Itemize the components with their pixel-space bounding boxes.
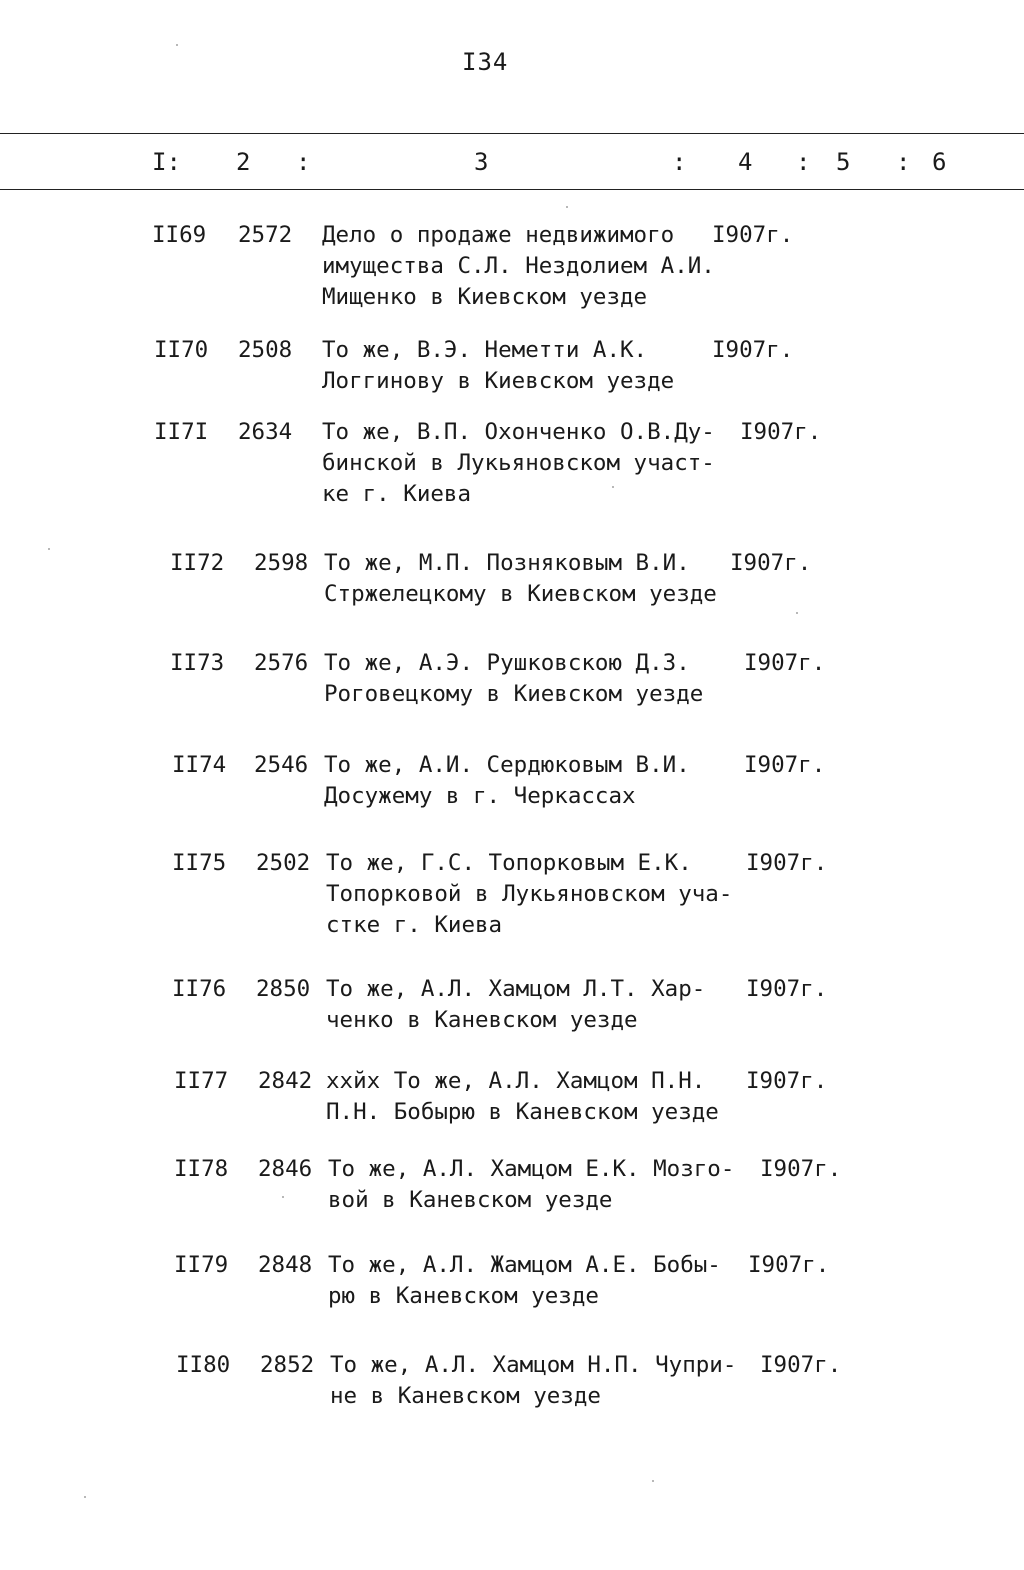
paper-speck bbox=[176, 44, 178, 46]
entry-year: I907г. bbox=[746, 976, 828, 1002]
description-line: То же, А.Л. Хамцом Л.Т. Хар- bbox=[326, 976, 706, 1002]
entry-description bbox=[328, 1250, 721, 1312]
entry-year: I907г. bbox=[744, 650, 826, 676]
description-line: То же, А.Л. Хамцом Н.П. Чупри- bbox=[330, 1352, 737, 1378]
paper-speck bbox=[48, 548, 50, 550]
paper-speck bbox=[612, 486, 614, 488]
entry-code: 2852 bbox=[260, 1352, 315, 1378]
paper-speck bbox=[796, 612, 798, 614]
entry-description bbox=[326, 974, 705, 1036]
entry-number: II69 bbox=[152, 222, 207, 248]
entry-code: 2842 bbox=[258, 1068, 313, 1094]
entry-code: 2848 bbox=[258, 1252, 313, 1278]
entry-number: II80 bbox=[176, 1352, 231, 1378]
description-line: То же, В.Э. Неметти А.К. bbox=[322, 337, 648, 363]
entry-code: 2576 bbox=[254, 650, 309, 676]
description-line: То же, А.Л. Хамцом Е.К. Мозго- bbox=[328, 1156, 735, 1182]
description-line: рю в Каневском уезде bbox=[328, 1283, 599, 1309]
entry-description bbox=[324, 648, 703, 710]
description-line: не в Каневском уезде bbox=[330, 1383, 601, 1409]
header-separator: : bbox=[896, 148, 911, 176]
entry-number: II72 bbox=[170, 550, 225, 576]
description-line: стке г. Киева bbox=[326, 912, 503, 938]
entry-description bbox=[322, 417, 715, 510]
description-line: То же, А.Э. Рушковскою Д.З. bbox=[324, 650, 690, 676]
entry-description bbox=[330, 1350, 736, 1412]
entry-description bbox=[322, 335, 674, 397]
entry-code: 2634 bbox=[238, 419, 293, 445]
description-line: То же, Г.С. Топорковым Е.К. bbox=[326, 850, 692, 876]
header-separator: : bbox=[796, 148, 811, 176]
entry-number: II77 bbox=[174, 1068, 229, 1094]
header-col-6: 6 bbox=[932, 148, 947, 176]
entry-year: I907г. bbox=[746, 850, 828, 876]
entry-year: I907г. bbox=[760, 1156, 842, 1182]
description-line: ке г. Киева bbox=[322, 481, 472, 507]
entry-code: 2598 bbox=[254, 550, 309, 576]
description-line: Топорковой в Лукьяновском уча- bbox=[326, 881, 733, 907]
entry-description bbox=[326, 1066, 719, 1128]
paper-speck bbox=[84, 1496, 86, 1498]
header-col-5: 5 bbox=[836, 148, 851, 176]
header-col-1: I: bbox=[152, 148, 181, 176]
description-line: Досужему в г. Черкассах bbox=[324, 783, 636, 809]
entry-code: 2508 bbox=[238, 337, 293, 363]
table-bottom-rule bbox=[0, 189, 1024, 190]
entry-number: II79 bbox=[174, 1252, 229, 1278]
table-header bbox=[0, 148, 1024, 178]
entry-number: II73 bbox=[170, 650, 225, 676]
entry-number: II78 bbox=[174, 1156, 229, 1182]
description-line: вой в Каневском уезде bbox=[328, 1187, 613, 1213]
entry-code: 2850 bbox=[256, 976, 311, 1002]
description-line: То же, А.Л. Жамцом А.Е. Бобы- bbox=[328, 1252, 721, 1278]
paper-speck bbox=[282, 1196, 284, 1198]
entry-description bbox=[328, 1154, 734, 1216]
header-col-2: 2 bbox=[236, 148, 251, 176]
description-line: Логгинову в Киевском уезде bbox=[322, 368, 675, 394]
entry-year: I907г. bbox=[748, 1252, 830, 1278]
description-line: бинской в Лукьяновском участ- bbox=[322, 450, 715, 476]
entry-number: II7I bbox=[154, 419, 209, 445]
page-number: I34 bbox=[462, 48, 509, 76]
description-line: Стржелецкому в Киевском уезде bbox=[324, 581, 717, 607]
entry-description bbox=[324, 548, 717, 610]
entry-number: II76 bbox=[172, 976, 227, 1002]
description-line: Дело о продаже недвижимого bbox=[322, 222, 675, 248]
entry-year: I907г. bbox=[712, 222, 794, 248]
entry-number: II75 bbox=[172, 850, 227, 876]
description-line: ченко в Каневском уезде bbox=[326, 1007, 638, 1033]
entry-number: II70 bbox=[154, 337, 209, 363]
entry-code: 2502 bbox=[256, 850, 311, 876]
entry-year: I907г. bbox=[744, 752, 826, 778]
description-line: То же, В.П. Охонченко О.В.Ду- bbox=[322, 419, 715, 445]
description-line: имущества С.Л. Нездолием А.И. bbox=[322, 253, 715, 279]
description-line: То же, А.И. Сердюковым В.И. bbox=[324, 752, 690, 778]
entry-code: 2546 bbox=[254, 752, 309, 778]
header-separator: : bbox=[296, 148, 311, 176]
entry-code: 2572 bbox=[238, 222, 293, 248]
header-separator: : bbox=[672, 148, 687, 176]
entry-year: I907г. bbox=[740, 419, 822, 445]
entry-code: 2846 bbox=[258, 1156, 313, 1182]
table-top-rule bbox=[0, 133, 1024, 134]
paper-speck bbox=[652, 1480, 654, 1482]
entry-description bbox=[324, 750, 690, 812]
entry-description bbox=[322, 220, 715, 313]
description-line: Роговецкому в Киевском уезде bbox=[324, 681, 704, 707]
entry-year: I907г. bbox=[760, 1352, 842, 1378]
description-line: Мищенко в Киевском уезде bbox=[322, 284, 648, 310]
description-line: То же, М.П. Позняковым В.И. bbox=[324, 550, 690, 576]
description-line: ххйх То же, А.Л. Хамцом П.Н. bbox=[326, 1068, 706, 1094]
entry-number: II74 bbox=[172, 752, 227, 778]
header-col-3: 3 bbox=[474, 148, 489, 176]
entry-year: I907г. bbox=[746, 1068, 828, 1094]
entry-year: I907г. bbox=[730, 550, 812, 576]
entry-description bbox=[326, 848, 732, 941]
header-col-4: 4 bbox=[738, 148, 753, 176]
description-line: П.Н. Бобырю в Каневском уезде bbox=[326, 1099, 719, 1125]
paper-speck bbox=[566, 206, 568, 208]
entry-year: I907г. bbox=[712, 337, 794, 363]
